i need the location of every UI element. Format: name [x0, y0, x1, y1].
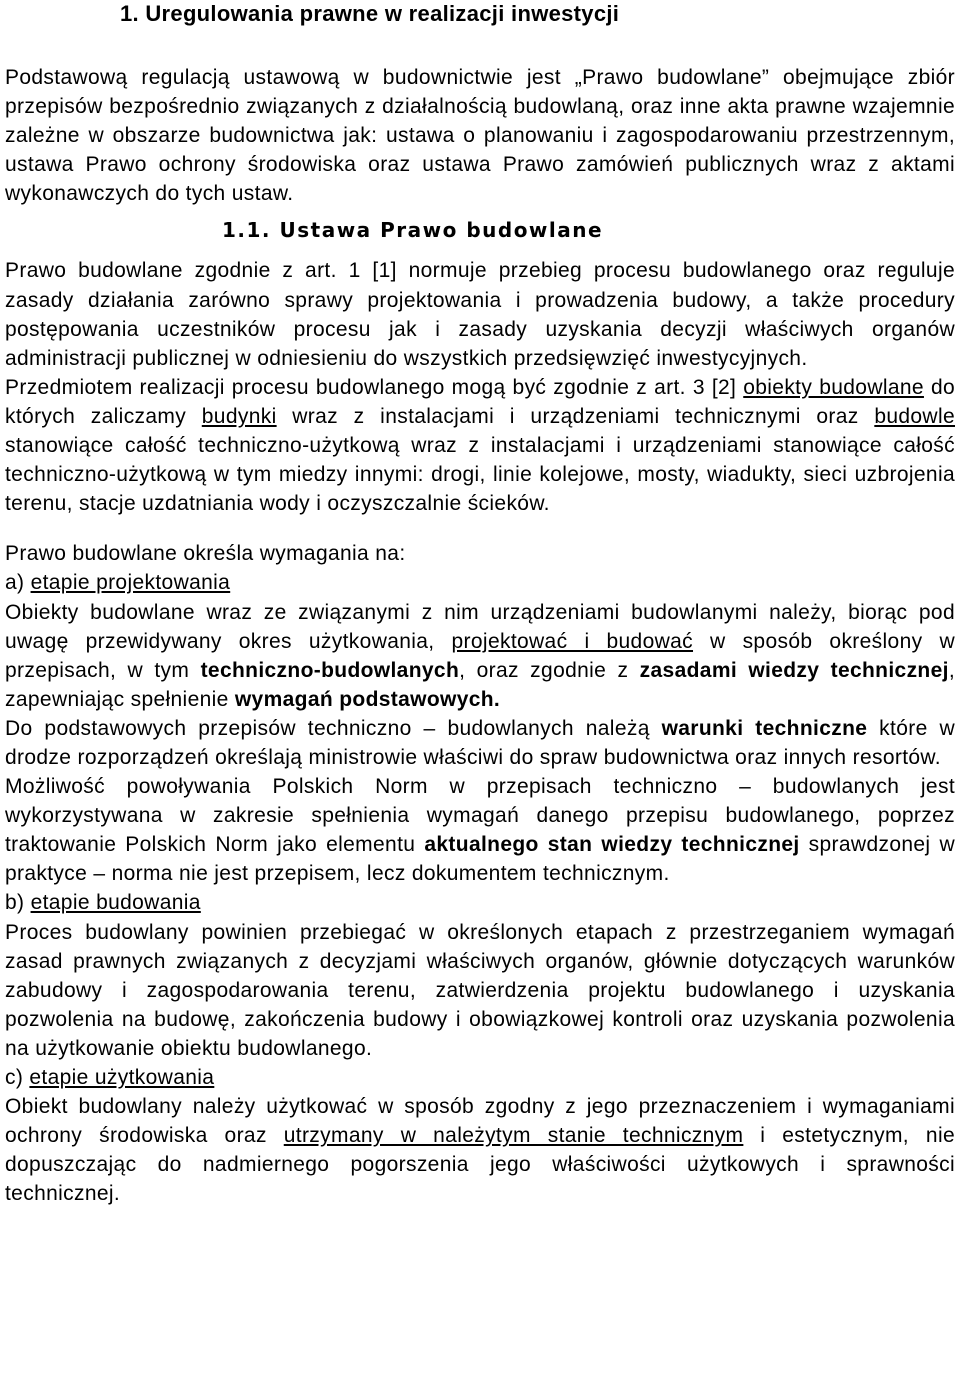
- paragraph-art3: [5, 373, 955, 518]
- text-span: Do podstawowych przepisów techniczno – budowlanych należą: [5, 716, 662, 740]
- underlined-term-utrzymany: utrzymany w należytym stanie technicznym: [283, 1124, 744, 1148]
- text-span: Możliwość powoływania Polskich Norm w przepisach techniczno – budowlanych jest wykorzystywana w zakresie spełnienia wymagań danego przepisu budowlanego, poprzez traktowanie Polskich Norm jako elementu: [5, 775, 955, 857]
- bold-term-zasady-wiedzy: zasadami wiedzy technicznej: [639, 658, 949, 682]
- underlined-term-budowle: budowle: [874, 404, 955, 428]
- paragraph-norms: [5, 772, 955, 888]
- underlined-term-obiekty-budowlane: obiekty budowlane: [743, 375, 924, 399]
- intro-paragraph: Podstawową regulacją ustawową w budownictwie jest „Prawo budowlane” obejmujące zbiór przepisów bezpośrednio związanych z działalnością budowlaną, oraz inne akta prawne wzajemnie zależne w obszarze budownictwa jak: ustawa o planowaniu i zagospodarowaniu przestrzennym, ustawa Prawo ochrony środowiska oraz ustawa Prawo zamówień publicznych wraz z aktami wykonawczych do tych ustaw.: [5, 66, 955, 206]
- bold-term-techniczno-budowlanych: techniczno-budowlanych: [200, 658, 460, 682]
- underlined-term-budynki: budynki: [201, 404, 277, 428]
- text-span: i estetycznym, nie dopuszczając do nadmiernego pogorszenia jego właściwości użytkowych i sprawności technicznej.: [5, 1124, 955, 1206]
- text-span: w sposób określony w przepisach, w tym: [5, 629, 955, 682]
- text-span: stanowiące całość techniczno-użytkową wraz z instalacjami i urządzeniami stanowiące całość techniczno-użytkową w tym miedzy innymi: drogi, linie kolejowe, mosty, wiadukty, sieci uzbrojenia terenu, stacje uzdatniania wody i oczyszczalnie ścieków.: [5, 434, 955, 516]
- section-a-label: [5, 568, 955, 597]
- text-span: Przedmiotem realizacji procesu budowlanego mogą być zgodnie z art. 3 [2]: [5, 375, 744, 399]
- paragraph-basic-rules: [5, 714, 955, 772]
- paragraph-requirements: Prawo budowlane określa wymagania na:: [5, 542, 406, 566]
- underlined-section-b: etapie budowania: [30, 891, 201, 915]
- text-span: Obiekty budowlane wraz ze związanymi z nim urządzeniami budowlanymi należy, biorąc pod uwagę przewidywany okres użytkowania,: [5, 600, 955, 653]
- bold-term-wymagania-podstawowe: wymagań podstawowych.: [234, 687, 501, 711]
- underlined-term-projektowac: projektować i budować: [451, 629, 694, 653]
- text-span: wraz z instalacjami i urządzeniami technicznymi oraz: [276, 404, 875, 428]
- paragraph-use: [5, 1092, 955, 1208]
- list-prefix: a): [5, 571, 31, 595]
- underlined-section-c: etapie użytkowania: [29, 1066, 215, 1089]
- bold-term-aktualny-stan-wiedzy: aktualnego stan wiedzy technicznej: [424, 833, 800, 857]
- bold-term-warunki-techniczne: warunki techniczne: [661, 716, 868, 740]
- text-span: do których zaliczamy: [5, 375, 955, 428]
- list-prefix: c): [5, 1066, 30, 1089]
- text-span: Obiekt budowlany należy użytkować w sposób zgodny z jego przeznaczeniem i wymaganiami ochrony środowiska oraz: [5, 1095, 955, 1148]
- paragraph-art1: Prawo budowlane zgodnie z art. 1 [1] normuje przebieg procesu budowlanego oraz reguluje zasady działania zarówno sprawy projektowania i prowadzenia budowy, a także procedury postępowania uczestników procesu jak i zasady uzyskania decyzji właściwych organów administracji publicznej w odniesieniu do wszystkich przedsięwzięć inwestycyjnych.: [5, 259, 955, 370]
- text-span: które w drodze rozporządzeń określają ministrowie właściwi do spraw budownictwa oraz innych resortów.: [5, 716, 955, 769]
- section-b-label: [5, 888, 955, 917]
- underlined-section-a: etapie projektowania: [30, 571, 231, 595]
- subsection-heading: 1.1. Ustawa Prawo budowlane: [222, 218, 604, 243]
- section-c-label: [5, 1063, 955, 1092]
- section-heading: 1. Uregulowania prawne w realizacji inwestycji: [120, 1, 620, 26]
- text-span: , oraz zgodnie z: [459, 658, 640, 682]
- paragraph-objects: [5, 598, 955, 714]
- text-span: sprawdzonej w praktyce – norma nie jest przepisem, lecz dokumentem technicznym.: [5, 833, 955, 886]
- paragraph-process: Proces budowlany powinien przebiegać w określonych etapach z przestrzeganiem wymagań zasad prawnych związanych z decyzjami właściwych organów, głównie dotyczących warunków zabudowy i zagospodarowania terenu, zatwierdzenia projektu budowlanego i uzyskania pozwolenia na budowę, zakończenia budowy i obowiązkowej kontroli oraz uzyskania pozwolenia na użytkowanie obiektu budowlanego.: [5, 920, 955, 1060]
- text-span: , zapewniając spełnienie: [5, 658, 955, 711]
- list-prefix: b): [5, 891, 31, 915]
- document-page: [5, 0, 955, 1208]
